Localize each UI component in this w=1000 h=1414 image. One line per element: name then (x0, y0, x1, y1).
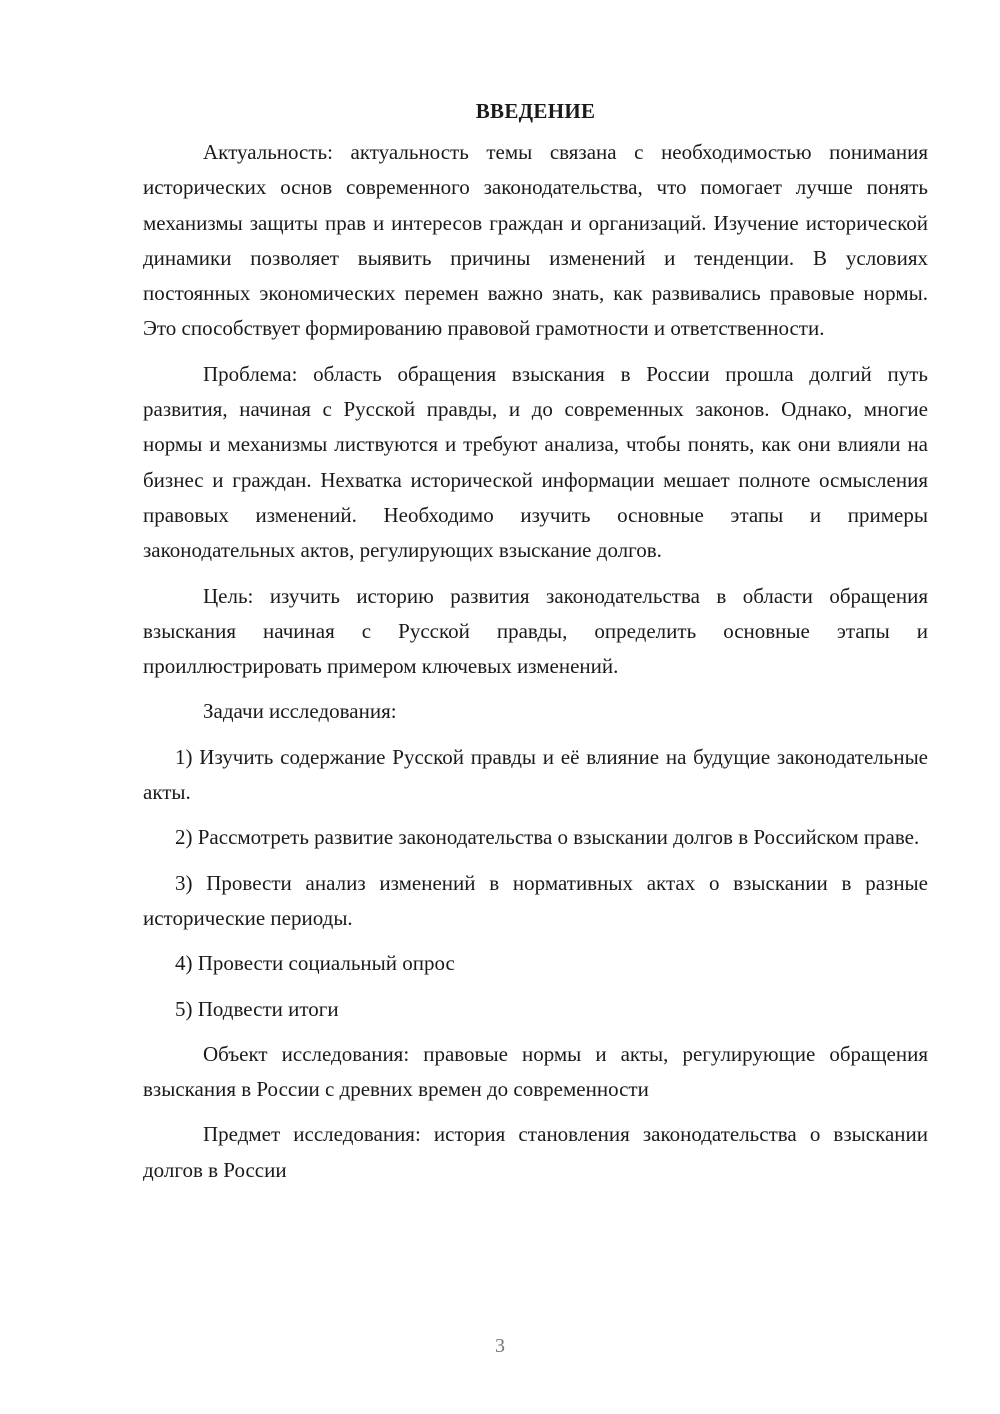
task-item: 3) Провести анализ изменений в нормативных актах о взыскании в разные исторические периоды. (143, 870, 928, 930)
tasks-label: Задачи исследования: (203, 699, 397, 724)
problem-paragraph: Проблема: область обращения взыскания в России прошла долгий путь развития, начиная с Русской правды, и до современных законов. Однако, многие нормы и механизмы листвуются и требуют анализа, чтобы понять, как они влияли на бизнес и граждан. Нехватка исторической информации мешает полноте осмысления правовых изменений. Необходимо изучить основные этапы и примеры законодательных актов, регулирующих взыскание долгов. (143, 361, 928, 563)
page-title: ВВЕДЕНИЕ (475, 99, 596, 123)
task-item: 5) Подвести итоги (175, 996, 339, 1021)
goal-paragraph: Цель: изучить историю развития законодательства в области обращения взыскания начиная с Русской правды, определить основные этапы и проиллюстрировать примером ключевых изменений. (143, 583, 928, 679)
task-item: 1) Изучить содержание Русской правды и её влияние на будущие законодательные акты. (143, 744, 928, 805)
relevance-paragraph: Актуальность: актуальность темы связана с необходимостью понимания исторических основ современного законодательства, что помогает лучше понять механизмы защиты прав и интересов граждан и организаций. Изучение исторической динамики позволяет выявить причины изменений и тенденции. В условиях постоянных экономических перемен важно знать, как развивались правовые нормы. Это способствует формированию правовой грамотности и ответственности. (143, 140, 928, 341)
object-paragraph: Объект исследования: правовые нормы и акты, регулирующие обращения взыскания в России с древних времен до современности (143, 1041, 928, 1102)
subject-paragraph: Предмет исследования: история становления законодательства о взыскании долгов в России (143, 1122, 928, 1182)
page-number: 3 (495, 1335, 505, 1357)
task-item: 2) Рассмотреть развитие законодательства о взыскании долгов в Российском праве. (175, 825, 920, 850)
document-page (143, 94, 928, 1198)
task-item: 4) Провести социальный опрос (175, 951, 455, 976)
